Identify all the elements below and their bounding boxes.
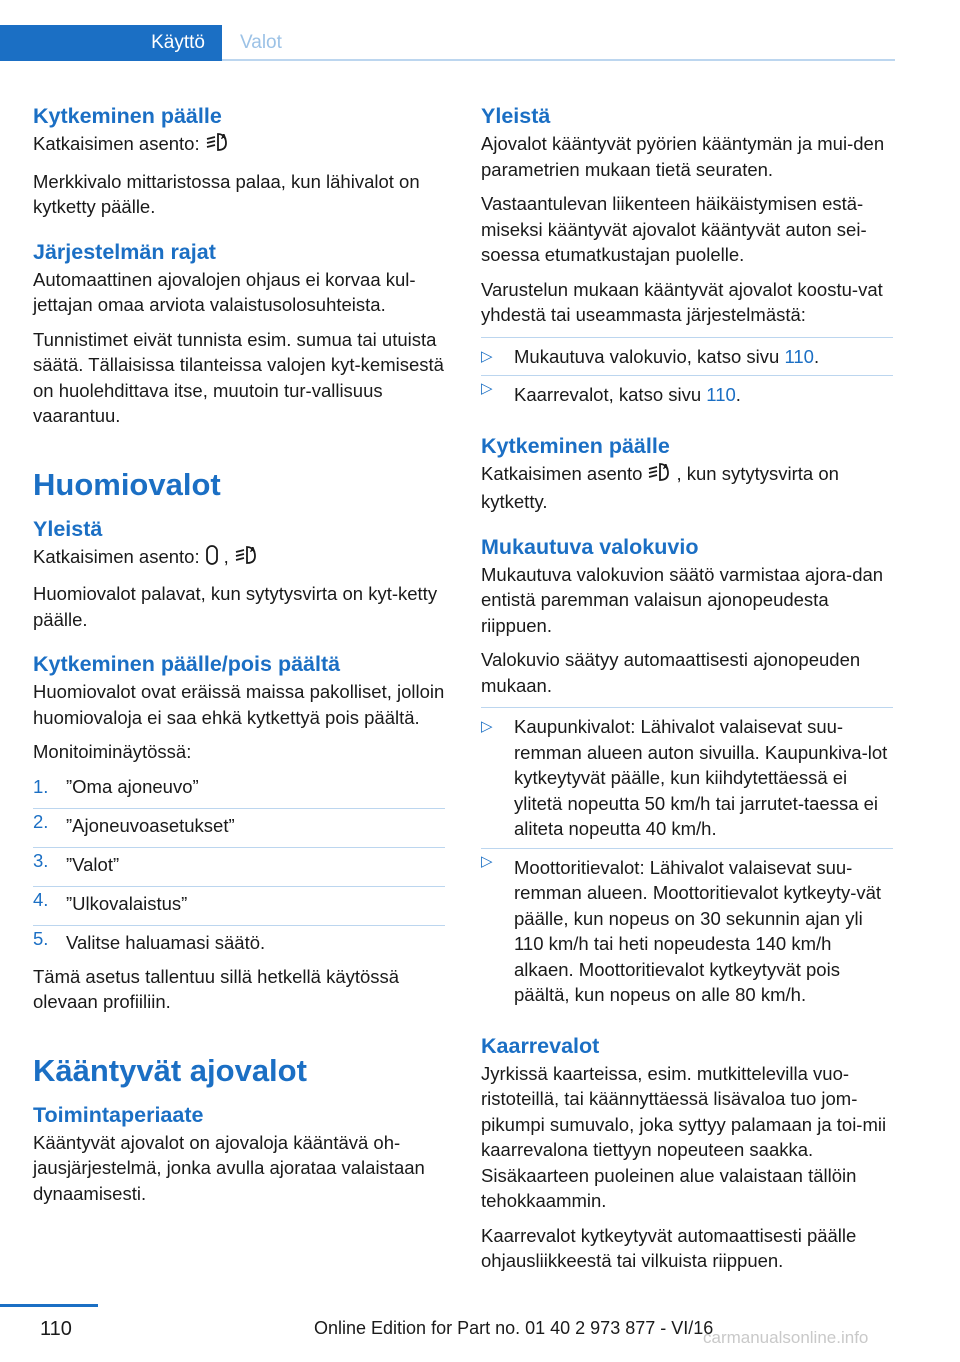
bullet-triangle-icon: ▷ xyxy=(481,380,493,397)
paragraph: Mukautuva valokuvion säätö varmistaa ajora‐dan entistä paremman valaisun ajonopeudesta riippuen. xyxy=(481,563,884,636)
systems-list xyxy=(481,344,893,408)
list-item: 2. ”Ajoneuvoasetukset” xyxy=(33,808,445,839)
auto-headlight-icon xyxy=(233,544,259,573)
list-item: ▷ Moottoritievalot: Lähivalot valaisevat suu‐remman alueen. Moottoritievalot kytkeyty‐vät päälle, kun nopeus on 30 sekunnin ajan yli 110 km/h tai heti nopeudesta 140 km/h alkaen. Moottoritievalot kytkeytyvät pois päältä, kun nopeus on alle 80 km/h. xyxy=(481,848,893,1008)
paragraph: Kaarrevalot kytkeytyvät automaattisesti päälle ohjausliikkeestä tai vilkuista riippuen. xyxy=(481,1224,857,1271)
svg-text:A: A xyxy=(220,133,227,141)
page-number: 110 xyxy=(40,1318,72,1340)
switch-off-icon xyxy=(204,544,220,573)
svg-text:A: A xyxy=(249,545,256,554)
list-divider xyxy=(481,337,893,338)
section-title: Kaarrevalot xyxy=(481,1033,600,1058)
steps-list xyxy=(33,774,445,956)
left-column xyxy=(33,101,445,1206)
bullet-triangle-icon: ▷ xyxy=(481,852,493,870)
page-link[interactable]: 110 xyxy=(706,384,736,405)
footer-divider xyxy=(0,1304,98,1307)
list-item: ▷ Kaupunkivalot: Lähivalot valaisevat suu‐remman alueen auton sivuilla. Kaupunkiva‐lot kytkeytyvät päälle, kun kiihdytettäessä ei ylitetä nopeutta 50 km/h tai jarrutet‐taessa ei aliteta nopeutta 40 km/h. xyxy=(481,716,888,839)
paragraph: Tämä asetus tallentuu sillä hetkellä käytössä olevaan profiiliin. xyxy=(33,965,400,1012)
tab-valot[interactable]: Valot xyxy=(240,32,282,53)
paragraph: Monitoiminäytössä: xyxy=(33,741,192,762)
tab-kaytto[interactable]: Käyttö xyxy=(0,25,222,61)
paragraph: Ajovalot kääntyvät pyörien kääntymän ja mui‐den parametrien mukaan tietä seuraten. xyxy=(481,133,885,180)
list-item: 3. ”Valot” xyxy=(33,847,445,878)
list-item: 4. ”Ulkovalaistus” xyxy=(33,886,445,917)
paragraph: Katkaisimen asento: A xyxy=(33,131,445,160)
list-item: ▷ Kaarrevalot, katso sivu 110. xyxy=(481,375,893,408)
section-title: Toimintaperiaate xyxy=(33,1102,204,1127)
chapter-heading: Huomiovalot xyxy=(33,466,221,502)
paragraph: Katkaisimen asento: , A xyxy=(33,544,445,573)
edition-note: Online Edition for Part no. 01 40 2 973 877 - VI/16 xyxy=(314,1318,714,1338)
section-title: Yleistä xyxy=(481,104,551,128)
header-divider xyxy=(222,59,895,61)
watermark: carmanualsonline.info xyxy=(703,1328,869,1347)
paragraph: Huomiovalot palavat, kun sytytysvirta on kyt‐ketty päälle. xyxy=(33,583,438,630)
chapter-heading: Kääntyvät ajovalot xyxy=(33,1052,307,1088)
paragraph: Valokuvio säätyy automaattisesti ajonopeuden mukaan. xyxy=(481,649,861,696)
paragraph: Merkkivalo mittaristossa palaa, kun lähivalot on kytketty päälle. xyxy=(33,170,420,217)
paragraph: Varustelun mukaan kääntyvät ajovalot koostu‐vat yhdestä tai useammasta järjestelmästä: xyxy=(481,278,883,325)
paragraph: Kääntyvät ajovalot on ajovaloja kääntävä oh‐jausjärjestelmä, jonka avulla ajorataa valaistaan dynaamisesti. xyxy=(33,1131,425,1204)
right-column xyxy=(481,101,893,1274)
paragraph: Vastaantulevan liikenteen häikäistymisen estä‐miseksi kääntyvät ajovalot kääntyvät auton sei‐soessa etumatkustajan puolelle. xyxy=(481,193,867,265)
paragraph: Automaattinen ajovalojen ohjaus ei korvaa kul‐jettajan omaa arviota valaistusolosuhteista. xyxy=(33,268,416,315)
section-title: Kytkeminen päälle xyxy=(481,433,670,458)
list-item: 1. ”Oma ajoneuvo” xyxy=(33,775,199,797)
chapter-header xyxy=(0,25,895,61)
paragraph: Katkaisimen asento A , kun sytytysvirta on kytketty. xyxy=(481,462,839,512)
list-item: ▷ Mukautuva valokuvio, katso sivu 110. xyxy=(481,344,893,370)
paragraph: Huomiovalot ovat eräissä maissa pakolliset, jolloin huomiovaloja ei saa ehkä kytkettyä pois päältä. xyxy=(33,681,445,728)
section-title: Kytkeminen päälle/pois päältä xyxy=(33,652,341,676)
light-modes-list xyxy=(481,714,893,1008)
section-title: Yleistä xyxy=(33,516,103,541)
section-title: Järjestelmän rajat xyxy=(33,239,216,264)
list-item: 5. Valitse haluamasi säätö. xyxy=(33,925,445,956)
section-title: Mukautuva valokuvio xyxy=(481,534,699,559)
paragraph: Jyrkissä kaarteissa, esim. mutkittelevilla vuo‐ristoteillä, tai käännyttäessä lisävaloa tuo jom‐pikumpi sumuvalo, joka syttyy palamaan ja toi‐mii kaarrevalona tiettyyn nopeuteen saakka. Sisäkaarteen puoleinen alue valaistaan tällöin tehokkaammin. xyxy=(481,1062,887,1211)
svg-text:A: A xyxy=(663,462,669,471)
page-link[interactable]: 110 xyxy=(784,345,814,367)
bullet-triangle-icon: ▷ xyxy=(481,347,493,365)
auto-headlight-icon xyxy=(646,461,672,490)
list-divider xyxy=(481,707,893,708)
paragraph: Tunnistimet eivät tunnista esim. sumua tai utuista säätä. Tällaisissa tilanteissa valojen kyt‐kemisestä on huolehdittava itse, muutoin tur‐vallisuus vaarantuu. xyxy=(33,328,444,426)
section-title: Kytkeminen päälle xyxy=(33,104,222,128)
bullet-triangle-icon: ▷ xyxy=(481,718,493,735)
auto-headlight-icon xyxy=(204,131,230,160)
